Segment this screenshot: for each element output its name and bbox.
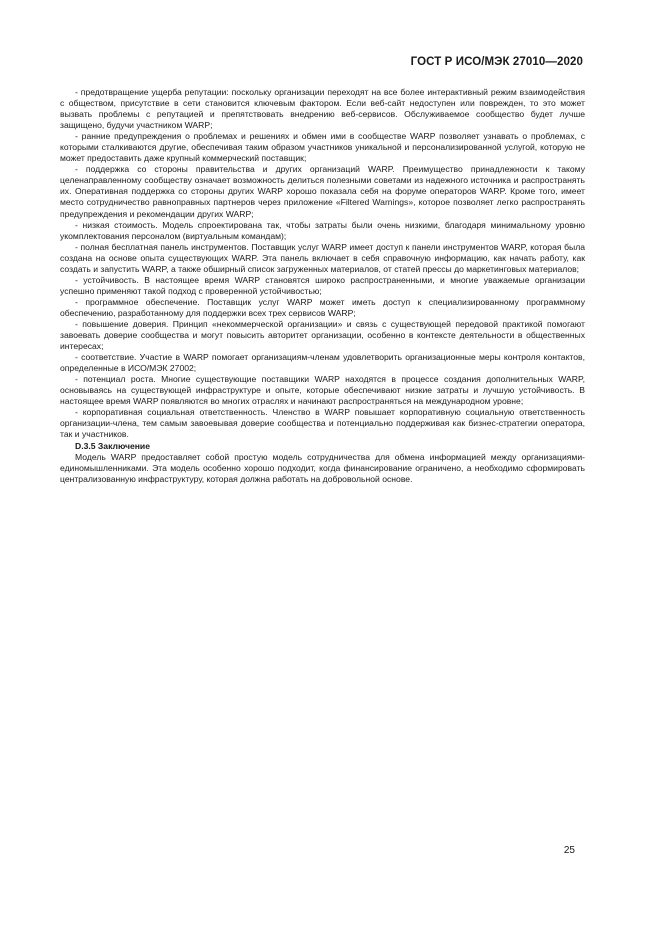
bullet-compliance: - соответствие. Участие в WARP помогает организациям-членам удовлетворить организационные меры контроля контактов, определенные в ИСО/МЭК 27002; xyxy=(60,352,585,374)
bullet-growth-potential: - потенциал роста. Многие существующие поставщики WARP находятся в процессе создания дополнительных WARP, основываясь на существующей инфраструктуре и опыте, которые обеспечивают низкие затраты и лучшую устойчивость. В настоящее время WARP появляются во многих отраслях и начинают распространяться на международном уровне; xyxy=(60,374,585,407)
bullet-social-responsibility: - корпоративная социальная ответственность. Членство в WARP повышает корпоративную социальную ответственность организации-члена, тем самым завоевывая доверие сообщества и потенциально поддерживая как бизнес-стратегии оператора, так и участников. xyxy=(60,407,585,440)
bullet-free-toolbox: - полная бесплатная панель инструментов. Поставщик услуг WARP имеет доступ к панели инструментов WARP, которая была создана на основе опыта существующих WARP. Эта панель включает в себя справочную информацию, как начать работу, как создать и запустить WARP, а также обширный список загруженных материалов, от статей прессы до маркетинговых материалов; xyxy=(60,241,585,274)
standard-code-header: ГОСТ Р ИСО/МЭК 27010—2020 xyxy=(410,56,583,68)
bullet-software: - программное обеспечение. Поставщик услуг WARP может иметь доступ к специализированному программному обеспечению, разработанному для поддержки всех трех сервисов WARP; xyxy=(60,296,585,318)
bullet-sustainability: - устойчивость. В настоящее время WARP становятся широко распространенными, и многие уважаемые организации успешно применяют такой подход с проверенной устойчивостью; xyxy=(60,274,585,296)
page-number: 25 xyxy=(563,845,575,856)
section-conclusion-text: Модель WARP предоставляет собой простую модель сотрудничества для обмена информацией между организациями-единомышленниками. Эта модель особенно хорошо подходит, когда финансирование ограничено, а необходимо сформировать централизованную инфраструктуру, которая должна работать на добровольной основе. xyxy=(60,451,585,484)
document-body xyxy=(60,87,585,485)
section-heading: D.3.5 Заключение xyxy=(75,440,150,451)
bullet-early-warnings: - ранние предупреждения о проблемах и решениях и обмен ими в сообществе WARP позволяет узнавать о проблемах, с которыми сталкиваются другие, обеспечивая таким образом участников уникальной и персонализированной услугой, которую не может предоставить даже крупный коммерческий поставщик; xyxy=(60,131,585,164)
bullet-low-cost: - низкая стоимость. Модель спроектирована так, чтобы затраты были очень низкими, благодаря минимальному уровню укомплектования персоналом (виртуальным командам); xyxy=(60,219,585,241)
bullet-trust: - повышение доверия. Принцип «некоммерческой организации» и связь с существующей передовой практикой помогают завоевать доверие сообщества и могут повысить авторитет организации, особенно в контексте деятельности в общественных интересах; xyxy=(60,318,585,352)
bullet-government-support: - поддержка со стороны правительства и других организаций WARP. Преимущество принадлежности к такому целенаправленному сообществу означает возможность делиться полезными советами из надежного источника и распространять их. Оперативная поддержка со стороны других WARP хорошо показала себя на форуме операторов WARP. Кроме того, имеет место сотрудничество равноправных партнеров через приложение «Filtered Warnings», которое позволяет легко распространять предупреждения и рекомендации других WARP; xyxy=(60,164,585,219)
bullet-reputation-damage: - предотвращение ущерба репутации: поскольку организации переходят на все более интерактивный режим взаимодействия с обществом, присутствие в сети становится ключевым фактором. Если веб-сайт недоступен или поврежден, то это может вызвать проблемы с репутацией и препятствовать внедрению веб-сервисов. Обслуживаемое сообщество будет лучше защищено, будучи участником WARP; xyxy=(60,87,585,131)
